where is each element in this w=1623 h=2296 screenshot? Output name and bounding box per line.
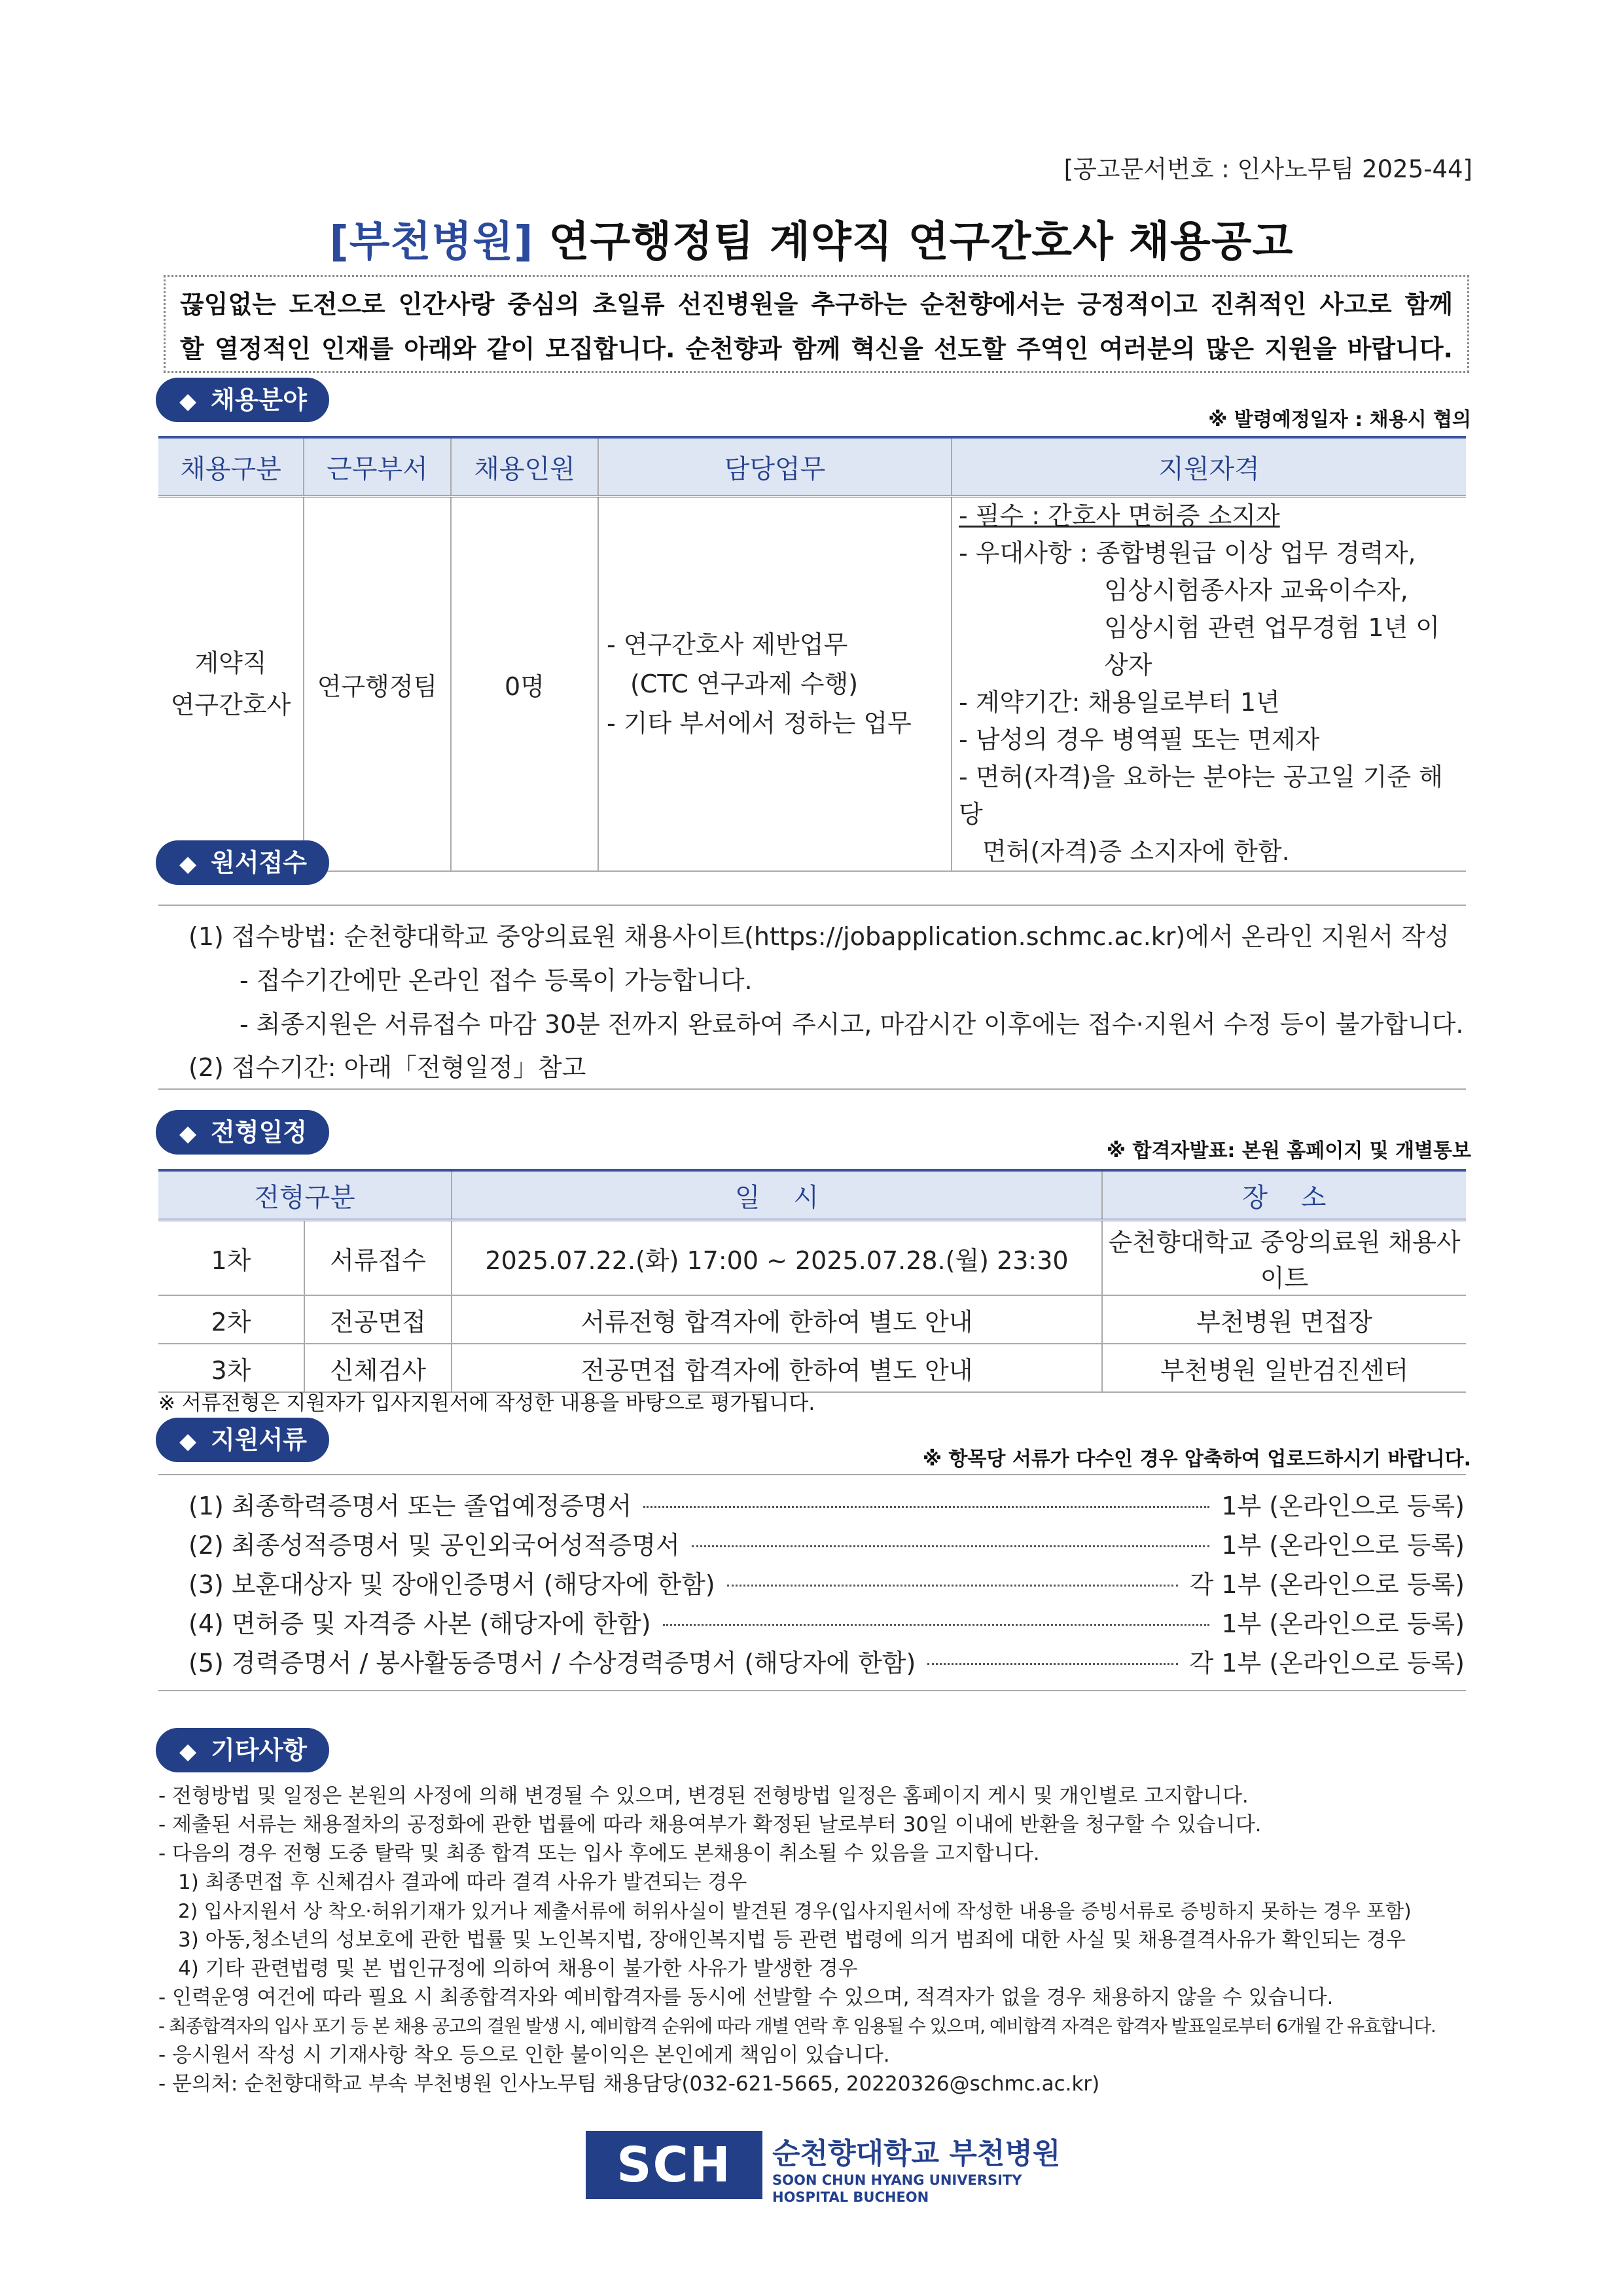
misc-line: - 제출된 서류는 채용절차의 공정화에 관한 법률에 따라 채용여부가 확정된 날로부터 30일 이내에 반환을 청구할 수 있습니다. [158, 1813, 1262, 1837]
leader-dots [663, 1624, 1210, 1626]
divider [158, 1088, 1466, 1090]
logo-korean-name: 순천향대학교 부천병원 [772, 2137, 1061, 2170]
schedule-table [158, 1169, 1466, 1393]
leader-dots [643, 1506, 1209, 1508]
intro-line-2: 할 열정적인 인재를 아래와 같이 모집합니다. 순천향과 함께 혁신을 선도할 주역인 여러분의 많은 지원을 바랍니다. [180, 334, 1453, 363]
document-item [188, 1486, 1465, 1522]
document-qty: 각 1부 (온라인으로 등록) [1189, 1570, 1465, 1599]
misc-line: 1) 최종면접 후 신체검사 결과에 따라 결격 사유가 발견되는 경우 [178, 1871, 747, 1894]
diamond-icon: ◆ [179, 388, 197, 414]
document-qty: 각 1부 (온라인으로 등록) [1189, 1649, 1465, 1677]
page-title [0, 208, 1623, 268]
misc-line: - 문의처: 순천향대학교 부속 부천병원 인사노무팀 채용담당(032-621-5665, 20220326@schmc.ac.kr) [158, 2072, 1100, 2096]
section-header-schedule [156, 1110, 329, 1155]
leader-dots [727, 1585, 1178, 1587]
diamond-icon: ◆ [179, 1738, 197, 1765]
qual-line: - 면허(자격)을 요하는 분야는 공고일 기준 해당 [959, 762, 1443, 829]
misc-line: - 전형방법 및 일정은 본원의 사정에 의해 변경될 수 있으며, 변경된 전형방법 일정은 홈페이지 게시 및 개인별로 고지합니다. [158, 1784, 1249, 1808]
qual-line: - 우대사항 : 종합병원급 이상 업무 경력자, [959, 539, 1416, 567]
diamond-icon: ◆ [179, 1121, 197, 1147]
document-item [188, 1643, 1465, 1679]
table-row [158, 1220, 1466, 1295]
qual-line: - 계약기간: 채용일로부터 1년 [959, 688, 1280, 717]
application-note: - 접수기간에만 온라인 접수 등록이 가능합니다. [240, 966, 753, 995]
type-line: 연구간호사 [170, 691, 291, 719]
section-title: 전형일정 [211, 1118, 307, 1147]
place-cell: 순천향대학교 중앙의료원 채용사이트 [1102, 1220, 1466, 1295]
stage-name-cell: 전공면접 [304, 1295, 452, 1344]
document-name: (3) 보훈대상자 및 장애인증명서 (해당자에 한함) [188, 1570, 715, 1599]
header-cell: 근무부서 [304, 437, 451, 496]
duty-line: - 연구간호사 제반업무 [607, 630, 848, 659]
document-qty: 1부 (온라인으로 등록) [1221, 1609, 1465, 1638]
section-header-documents [156, 1418, 329, 1462]
application-method: (1) 접수방법: 순천향대학교 중앙의료원 채용사이트(https://jobapplication.schmc.ac.kr)에서 온라인 지원서 작성 [188, 922, 1450, 951]
header-cell: 채용인원 [451, 437, 598, 496]
datetime-cell: 전공면접 합격자에 한하여 별도 안내 [452, 1344, 1102, 1392]
upload-note: ※ 항목당 서류가 다수인 경우 압축하여 업로드하시기 바랍니다. [922, 1448, 1471, 1471]
logo-english-line: SOON CHUN HYANG UNIVERSITY [772, 2172, 1022, 2188]
document-name: (1) 최종학력증명서 또는 졸업예정증명서 [188, 1492, 632, 1520]
document-number: [공고문서번호 : 인사노무팀 2025-44] [1063, 155, 1472, 183]
misc-line: 3) 아동,청소년의 성보호에 관한 법률 및 노인복지법, 장애인복지법 등 관련 법령에 의거 범죄에 대한 사실 및 채용결격사유가 확인되는 경우 [178, 1928, 1406, 1952]
section-title: 원서접수 [211, 848, 307, 877]
logo-english-line: HOSPITAL BUCHEON [772, 2189, 929, 2205]
qual-line: 임상시험 관련 업무경험 1년 이상자 [1104, 613, 1440, 679]
type-line: 계약직 [194, 649, 267, 677]
place-cell: 부천병원 면접장 [1102, 1295, 1466, 1344]
stage-name-cell: 신체검사 [304, 1344, 452, 1392]
document-item [188, 1604, 1465, 1640]
logo-english-name [772, 2172, 1022, 2206]
datetime-cell: 2025.07.22.(화) 17:00 ~ 2025.07.28.(월) 23:30 [452, 1220, 1102, 1295]
announcement-note: ※ 합격자발표: 본원 홈페이지 및 개별통보 [1106, 1139, 1471, 1162]
application-period: (2) 접수기간: 아래「전형일정」참고 [188, 1053, 586, 1082]
qual-line: 면허(자격)증 소지자에 한함. [982, 837, 1290, 866]
header-cell: 장 소 [1102, 1170, 1466, 1220]
misc-line: - 다음의 경우 전형 도중 탈락 및 최종 합격 또는 입사 후에도 본채용이 취소될 수 있음을 고지합니다. [158, 1842, 1040, 1865]
table-row [158, 496, 1466, 871]
qualification-cell [952, 496, 1466, 871]
duty-line: - 기타 부서에서 정하는 업무 [607, 709, 912, 738]
intro-box [164, 275, 1469, 373]
stage-name-cell: 서류접수 [304, 1220, 452, 1295]
qual-line: - 남성의 경우 병역필 또는 면제자 [959, 725, 1320, 754]
intro-line-1: 끊임없는 도전으로 인간사랑 중심의 초일류 선진병원을 추구하는 순천향에서는 긍정적이고 진취적인 사고로 함께 [180, 290, 1453, 319]
misc-list [158, 1782, 1466, 2098]
misc-line: - 인력운영 여건에 따라 필요 시 최종합격자와 예비합격자를 동시에 선발할 수 있으며, 적격자가 없을 경우 채용하지 않을 수 있습니다. [158, 1986, 1334, 2009]
title-hospital: [부천병원] [329, 218, 534, 266]
leader-dots [692, 1545, 1210, 1547]
title-main: 연구행정팀 계약직 연구간호사 채용공고 [548, 218, 1294, 266]
appointment-note: ※ 발령예정일자 : 채용시 협의 [1208, 408, 1471, 431]
header-cell: 일 시 [452, 1170, 1102, 1220]
header-cell: 채용구분 [158, 437, 304, 496]
leader-dots [927, 1663, 1177, 1665]
misc-line: - 응시원서 작성 시 기재사항 착오 등으로 인한 불이익은 본인에게 책임이 있습니다. [158, 2043, 890, 2067]
divider [158, 905, 1466, 906]
section-header-application [156, 840, 329, 885]
document-item [188, 1564, 1465, 1600]
document-qty: 1부 (온라인으로 등록) [1221, 1492, 1465, 1520]
place-cell: 부천병원 일반검진센터 [1102, 1344, 1466, 1392]
section-title: 지원서류 [211, 1426, 307, 1454]
qual-line: - 필수 : 간호사 면허증 소지자 [959, 501, 1280, 530]
section-header-misc [156, 1728, 329, 1772]
diamond-icon: ◆ [179, 851, 197, 877]
qual-line: 임상시험종사자 교육이수자, [1104, 576, 1408, 605]
diamond-icon: ◆ [179, 1428, 197, 1454]
document-qty: 1부 (온라인으로 등록) [1221, 1531, 1465, 1560]
stage-cell: 3차 [158, 1344, 304, 1392]
duty-cell [598, 496, 952, 871]
misc-line: 2) 입사지원서 상 착오·허위기재가 있거나 제출서류에 허위사실이 발견된 경우(입사지원서에 작성한 내용을 증빙서류로 증빙하지 못하는 경우 포함) [178, 1900, 1412, 1922]
misc-line: - 최종합격자의 입사 포기 등 본 채용 공고의 결원 발생 시, 예비합격 순위에 따라 개별 연락 후 임용될 수 있으며, 예비합격 자격은 합격자 발표일로부터 6개월 간 유효합니다. [158, 2015, 1436, 2037]
header-cell: 담당업무 [598, 437, 952, 496]
section-title: 채용분야 [211, 386, 307, 414]
document-item [188, 1525, 1465, 1561]
sch-logo-mark: SCH [586, 2131, 762, 2199]
datetime-cell: 서류전형 합격자에 한하여 별도 안내 [452, 1295, 1102, 1344]
divider [158, 1690, 1466, 1691]
screening-footnote: ※ 서류전형은 지원자가 입사지원서에 작성한 내용을 바탕으로 평가됩니다. [158, 1391, 815, 1415]
table-header-row [158, 437, 1466, 496]
stage-cell: 2차 [158, 1295, 304, 1344]
dept-cell: 연구행정팀 [304, 496, 451, 871]
recruitment-table [158, 436, 1466, 872]
section-header-recruitment [156, 378, 329, 422]
table-row [158, 1344, 1466, 1392]
application-note: - 최종지원은 서류접수 마감 30분 전까지 완료하여 주시고, 마감시간 이후에는 접수·지원서 수정 등이 불가합니다. [240, 1010, 1464, 1039]
header-cell: 지원자격 [952, 437, 1466, 496]
table-row [158, 1295, 1466, 1344]
stage-cell: 1차 [158, 1220, 304, 1295]
table-header-row [158, 1170, 1466, 1220]
document-name: (5) 경력증명서 / 봉사활동증명서 / 수상경력증명서 (해당자에 한함) [188, 1649, 916, 1677]
misc-line: 4) 기타 관련법령 및 본 법인규정에 의하여 채용이 불가한 사유가 발생한 경우 [178, 1957, 858, 1981]
section-title: 기타사항 [211, 1736, 307, 1765]
duty-line: (CTC 연구과제 수행) [630, 670, 859, 698]
header-cell: 전형구분 [158, 1170, 452, 1220]
document-name: (4) 면허증 및 자격증 사본 (해당자에 한함) [188, 1609, 651, 1638]
count-cell: 0명 [451, 496, 598, 871]
type-cell [158, 496, 304, 871]
divider [158, 1474, 1466, 1475]
document-name: (2) 최종성적증명서 및 공인외국어성적증명서 [188, 1531, 680, 1560]
